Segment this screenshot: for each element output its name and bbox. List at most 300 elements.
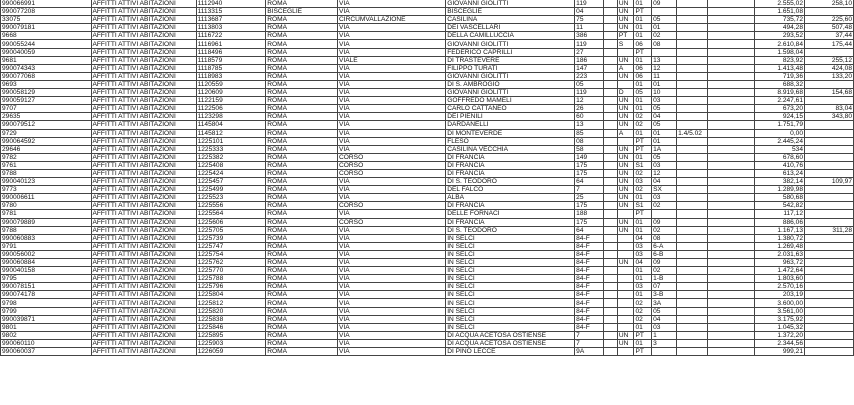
cell-unit: 03 [652, 161, 677, 169]
cell-charges-amount: 175,44 [805, 40, 854, 48]
table-row [1, 331, 854, 339]
cell-street-name: DARDANELLI [446, 121, 575, 129]
cell-contract-id: 1122159 [196, 97, 266, 105]
cell-street-type: VIA [338, 72, 446, 80]
cell-note [677, 234, 708, 242]
cell-floor: PT [634, 137, 652, 145]
cell-floor: 02 [634, 299, 652, 307]
cell-street-number: 9A [575, 348, 604, 356]
cell-unit-type: UN [617, 202, 634, 210]
cell-floor: 02 [634, 307, 652, 315]
cell-street-name: IN SELCI [446, 291, 575, 299]
cell-category: AFFITTI ATTIVI ABITAZIONI [91, 89, 196, 97]
cell-property-code: 9798 [1, 299, 92, 307]
cell-street-type: CORSO [338, 169, 446, 177]
cell-city: ROMA [266, 32, 338, 40]
cell-city: ROMA [266, 129, 338, 137]
cell-rent-amount: 1.651,08 [755, 8, 805, 16]
cell-street-number: 64 [575, 226, 604, 234]
cell-contract-id: 1225754 [196, 250, 266, 258]
cell-floor: 03 [634, 178, 652, 186]
cell-extra [708, 121, 755, 129]
cell-rent-amount: 719,36 [755, 72, 805, 80]
cell-suffix [604, 348, 618, 356]
cell-charges-amount [805, 161, 854, 169]
cell-extra [708, 16, 755, 24]
cell-charges-amount: 154,68 [805, 89, 854, 97]
cell-property-code: 9707 [1, 105, 92, 113]
cell-street-type: VIA [338, 315, 446, 323]
cell-category: AFFITTI ATTIVI ABITAZIONI [91, 218, 196, 226]
cell-floor: 06 [634, 72, 652, 80]
cell-unit-type: UN [617, 259, 634, 267]
table-row [1, 283, 854, 291]
cell-contract-id: 1225606 [196, 218, 266, 226]
cell-property-code: 990055244 [1, 40, 92, 48]
cell-charges-amount [805, 299, 854, 307]
cell-extra [708, 72, 755, 80]
cell-unit-type [617, 299, 634, 307]
cell-rent-amount: 688,32 [755, 80, 805, 88]
cell-extra [708, 291, 755, 299]
cell-suffix [604, 315, 618, 323]
cell-charges-amount [805, 291, 854, 299]
cell-note [677, 348, 708, 356]
cell-charges-amount: 343,80 [805, 113, 854, 121]
cell-charges-amount [805, 339, 854, 347]
cell-street-number: 84-F [575, 234, 604, 242]
cell-category: AFFITTI ATTIVI ABITAZIONI [91, 250, 196, 258]
cell-contract-id: 1225101 [196, 137, 266, 145]
cell-extra [708, 97, 755, 105]
cell-unit: 05 [652, 16, 677, 24]
cell-rent-amount: 2.247,61 [755, 97, 805, 105]
cell-contract-id: 1118496 [196, 48, 266, 56]
cell-category: AFFITTI ATTIVI ABITAZIONI [91, 226, 196, 234]
cell-unit-type: UN [617, 169, 634, 177]
cell-street-type: VIA [338, 339, 446, 347]
cell-category: AFFITTI ATTIVI ABITAZIONI [91, 323, 196, 331]
cell-rent-amount: 1.803,60 [755, 275, 805, 283]
cell-extra [708, 64, 755, 72]
cell-extra [708, 153, 755, 161]
cell-unit: 02 [652, 202, 677, 210]
cell-property-code: 9782 [1, 153, 92, 161]
cell-note [677, 121, 708, 129]
cell-category: AFFITTI ATTIVI ABITAZIONI [91, 234, 196, 242]
cell-property-code: 9773 [1, 186, 92, 194]
cell-rent-amount: 1.413,48 [755, 64, 805, 72]
cell-extra [708, 283, 755, 291]
cell-unit-type [617, 323, 634, 331]
cell-contract-id: 1116722 [196, 32, 266, 40]
cell-street-type: VIA [338, 113, 446, 121]
cell-city: ROMA [266, 105, 338, 113]
cell-suffix [604, 291, 618, 299]
cell-street-type: VIA [338, 283, 446, 291]
cell-property-code: 9693 [1, 80, 92, 88]
cell-contract-id: 1120559 [196, 80, 266, 88]
cell-charges-amount: 109,97 [805, 178, 854, 186]
cell-charges-amount [805, 8, 854, 16]
cell-city: ROMA [266, 323, 338, 331]
cell-unit-type [617, 315, 634, 323]
cell-suffix [604, 105, 618, 113]
cell-note [677, 137, 708, 145]
cell-floor: 01 [634, 267, 652, 275]
cell-category: AFFITTI ATTIVI ABITAZIONI [91, 40, 196, 48]
cell-charges-amount [805, 234, 854, 242]
cell-suffix [604, 210, 618, 218]
cell-unit-type [617, 348, 634, 356]
cell-extra [708, 307, 755, 315]
cell-street-type: VIA [338, 259, 446, 267]
cell-property-code: 9795 [1, 275, 92, 283]
cell-category: AFFITTI ATTIVI ABITAZIONI [91, 291, 196, 299]
cell-extra [708, 234, 755, 242]
cell-unit-type: S [617, 40, 634, 48]
cell-extra [708, 0, 755, 8]
cell-property-code: 990077208 [1, 8, 92, 16]
cell-unit: 1 [652, 331, 677, 339]
cell-charges-amount [805, 250, 854, 258]
cell-street-type: VIA [338, 64, 446, 72]
cell-city: ROMA [266, 113, 338, 121]
cell-category: AFFITTI ATTIVI ABITAZIONI [91, 331, 196, 339]
cell-street-number: 188 [575, 210, 604, 218]
cell-property-code: 990040059 [1, 48, 92, 56]
cell-floor: 06 [634, 64, 652, 72]
cell-extra [708, 331, 755, 339]
cell-property-code: 990039871 [1, 315, 92, 323]
cell-unit [652, 348, 677, 356]
cell-street-number: 27 [575, 48, 604, 56]
cell-street-type: VIA [338, 105, 446, 113]
cell-property-code: 9668 [1, 32, 92, 40]
cell-street-type: VIA [338, 275, 446, 283]
cell-rent-amount: 823,92 [755, 56, 805, 64]
cell-rent-amount: 1.598,04 [755, 48, 805, 56]
cell-rent-amount: 8.919,68 [755, 89, 805, 97]
table-row [1, 121, 854, 129]
cell-category: AFFITTI ATTIVI ABITAZIONI [91, 113, 196, 121]
cell-charges-amount [805, 267, 854, 275]
cell-city: ROMA [266, 299, 338, 307]
cell-extra [708, 275, 755, 283]
cell-street-name: DI FRANCIA [446, 202, 575, 210]
cell-city: ROMA [266, 121, 338, 129]
cell-city: ROMA [266, 283, 338, 291]
cell-unit: 6-A [652, 242, 677, 250]
cell-street-number: 12 [575, 97, 604, 105]
cell-street-name: DI S. AMBROGIO [446, 80, 575, 88]
cell-charges-amount [805, 129, 854, 137]
cell-note [677, 72, 708, 80]
cell-contract-id: 1225820 [196, 307, 266, 315]
cell-note [677, 331, 708, 339]
cell-note [677, 8, 708, 16]
cell-floor: 01 [634, 32, 652, 40]
cell-city: ROMA [266, 275, 338, 283]
cell-extra [708, 113, 755, 121]
cell-suffix [604, 32, 618, 40]
cell-street-number: 84-F [575, 291, 604, 299]
cell-note [677, 315, 708, 323]
cell-charges-amount [805, 169, 854, 177]
cell-suffix [604, 56, 618, 64]
cell-suffix [604, 80, 618, 88]
cell-property-code: 9780 [1, 202, 92, 210]
cell-suffix [604, 339, 618, 347]
cell-charges-amount [805, 331, 854, 339]
cell-charges-amount: 311,28 [805, 226, 854, 234]
cell-floor: S1 [634, 202, 652, 210]
cell-category: AFFITTI ATTIVI ABITAZIONI [91, 186, 196, 194]
cell-street-name: GIOVANNI GIOLITTI [446, 72, 575, 80]
cell-suffix [604, 161, 618, 169]
table-row [1, 194, 854, 202]
cell-street-name: IN SELCI [446, 267, 575, 275]
cell-contract-id: 1113315 [196, 8, 266, 16]
cell-floor: PT [634, 48, 652, 56]
cell-floor: 02 [634, 121, 652, 129]
cell-unit: 02 [652, 32, 677, 40]
cell-extra [708, 105, 755, 113]
table-row [1, 64, 854, 72]
cell-charges-amount [805, 137, 854, 145]
cell-street-type: VIA [338, 145, 446, 153]
cell-charges-amount [805, 323, 854, 331]
cell-floor: 01 [634, 97, 652, 105]
cell-contract-id: 1225564 [196, 210, 266, 218]
cell-suffix [604, 242, 618, 250]
cell-property-code: 990060110 [1, 339, 92, 347]
cell-rent-amount: 3.561,00 [755, 307, 805, 315]
cell-street-type: VIA [338, 267, 446, 275]
cell-extra [708, 48, 755, 56]
cell-suffix [604, 64, 618, 72]
cell-street-name: DI FRANCIA [446, 153, 575, 161]
cell-extra [708, 129, 755, 137]
cell-contract-id: 1113803 [196, 24, 266, 32]
cell-unit-type: UN [617, 97, 634, 105]
cell-suffix [604, 72, 618, 80]
table-row [1, 339, 854, 347]
cell-contract-id: 1118579 [196, 56, 266, 64]
cell-unit-type: A [617, 129, 634, 137]
cell-extra [708, 89, 755, 97]
cell-street-type: VIA [338, 0, 446, 8]
cell-contract-id: 1225747 [196, 242, 266, 250]
cell-street-name: IN SELCI [446, 275, 575, 283]
cell-street-type: VIA [338, 226, 446, 234]
cell-street-name: CASILINA VECCHIA [446, 145, 575, 153]
cell-property-code: 33075 [1, 16, 92, 24]
cell-street-type: VIA [338, 97, 446, 105]
cell-unit: 3-B [652, 291, 677, 299]
cell-street-name: IN SELCI [446, 283, 575, 291]
cell-street-type: VIA [338, 194, 446, 202]
cell-street-number: 25 [575, 194, 604, 202]
cell-street-type: VIA [338, 186, 446, 194]
cell-unit-type: UN [617, 0, 634, 8]
cell-street-name: GOFFREDO MAMELI [446, 97, 575, 105]
cell-rent-amount: 1.269,48 [755, 242, 805, 250]
cell-extra [708, 32, 755, 40]
cell-extra [708, 80, 755, 88]
cell-note [677, 64, 708, 72]
table-row [1, 242, 854, 250]
cell-contract-id: 1225424 [196, 169, 266, 177]
cell-floor: 01 [634, 80, 652, 88]
cell-unit: 01 [652, 137, 677, 145]
cell-charges-amount [805, 307, 854, 315]
cell-unit: 12 [652, 64, 677, 72]
cell-street-type: CIRCUMVALLAZIONE [338, 16, 446, 24]
cell-contract-id: 1118785 [196, 64, 266, 72]
cell-floor: 01 [634, 0, 652, 8]
cell-street-type: VIA [338, 299, 446, 307]
cell-extra [708, 24, 755, 32]
cell-unit [652, 48, 677, 56]
cell-suffix [604, 299, 618, 307]
cell-property-code: 990060037 [1, 348, 92, 356]
cell-category: AFFITTI ATTIVI ABITAZIONI [91, 137, 196, 145]
cell-street-type: VIA [338, 80, 446, 88]
cell-unit-type: UN [617, 16, 634, 24]
cell-unit-type: UN [617, 8, 634, 16]
cell-floor: 02 [634, 113, 652, 121]
cell-unit-type: UN [617, 72, 634, 80]
cell-street-number: 7 [575, 339, 604, 347]
cell-street-name: DEI PIENILI [446, 113, 575, 121]
cell-rent-amount: 999,21 [755, 348, 805, 356]
cell-street-number: 75 [575, 16, 604, 24]
cell-contract-id: 1225499 [196, 186, 266, 194]
cell-street-type: VIA [338, 331, 446, 339]
cell-floor: 03 [634, 250, 652, 258]
cell-street-number: 7 [575, 331, 604, 339]
table-row [1, 80, 854, 88]
cell-property-code: 990060883 [1, 234, 92, 242]
cell-property-code: 9729 [1, 129, 92, 137]
cell-street-name: IN SELCI [446, 315, 575, 323]
cell-street-number: 11 [575, 24, 604, 32]
cell-unit-type: UN [617, 121, 634, 129]
cell-street-name: FEDERICO CAPRILLI [446, 48, 575, 56]
cell-street-name: FILIPPO TURATI [446, 64, 575, 72]
cell-unit-type: UN [617, 178, 634, 186]
cell-note [677, 226, 708, 234]
cell-city: ROMA [266, 169, 338, 177]
cell-contract-id: 1145804 [196, 121, 266, 129]
cell-note [677, 48, 708, 56]
cell-property-code: 9681 [1, 56, 92, 64]
cell-street-type: VIA [338, 32, 446, 40]
table-row [1, 291, 854, 299]
cell-unit: 01 [652, 24, 677, 32]
cell-contract-id: 1226059 [196, 348, 266, 356]
cell-suffix [604, 24, 618, 32]
cell-charges-amount: 225,60 [805, 16, 854, 24]
cell-unit: 04 [652, 178, 677, 186]
cell-suffix [604, 218, 618, 226]
cell-note [677, 202, 708, 210]
cell-charges-amount [805, 186, 854, 194]
cell-floor: 01 [634, 105, 652, 113]
cell-rent-amount: 2.610,84 [755, 40, 805, 48]
cell-street-number: 175 [575, 169, 604, 177]
cell-note [677, 299, 708, 307]
cell-contract-id: 1225408 [196, 161, 266, 169]
cell-rent-amount: 1.472,64 [755, 267, 805, 275]
cell-street-name: FLESO [446, 137, 575, 145]
cell-city: ROMA [266, 153, 338, 161]
cell-floor: 01 [634, 24, 652, 32]
cell-rent-amount: 1.045,32 [755, 323, 805, 331]
cell-street-type: VIA [338, 89, 446, 97]
cell-city: ROMA [266, 242, 338, 250]
cell-contract-id: 1112940 [196, 0, 266, 8]
cell-extra [708, 169, 755, 177]
cell-city: ROMA [266, 226, 338, 234]
cell-rent-amount: 886,06 [755, 218, 805, 226]
cell-charges-amount: 133,20 [805, 72, 854, 80]
cell-street-name: IN SELCI [446, 323, 575, 331]
cell-category: AFFITTI ATTIVI ABITAZIONI [91, 267, 196, 275]
cell-note [677, 242, 708, 250]
cell-unit-type: UN [617, 24, 634, 32]
cell-contract-id: 1225796 [196, 283, 266, 291]
cell-unit-type [617, 291, 634, 299]
cell-property-code: 990078151 [1, 283, 92, 291]
cell-city: ROMA [266, 202, 338, 210]
cell-unit-type: PT [617, 32, 634, 40]
cell-floor: 01 [634, 16, 652, 24]
cell-street-number: 147 [575, 64, 604, 72]
cell-floor: 06 [634, 40, 652, 48]
cell-city: ROMA [266, 56, 338, 64]
cell-street-name: DI S. TEODORO [446, 226, 575, 234]
cell-street-number: 04 [575, 8, 604, 16]
cell-extra [708, 210, 755, 218]
table-row [1, 48, 854, 56]
cell-street-name: DI ACQUA ACETOSA OSTIENSE [446, 331, 575, 339]
cell-street-number: 05 [575, 80, 604, 88]
cell-property-code: 9791 [1, 242, 92, 250]
cell-unit-type: UN [617, 331, 634, 339]
cell-category: AFFITTI ATTIVI ABITAZIONI [91, 145, 196, 153]
cell-suffix [604, 194, 618, 202]
cell-rent-amount: 1.372,20 [755, 331, 805, 339]
cell-street-type: VIA [338, 48, 446, 56]
cell-category: AFFITTI ATTIVI ABITAZIONI [91, 169, 196, 177]
cell-street-name: DI TRASTEVERE [446, 56, 575, 64]
cell-rent-amount: 924,15 [755, 113, 805, 121]
cell-city: ROMA [266, 291, 338, 299]
cell-note [677, 323, 708, 331]
table-row [1, 259, 854, 267]
cell-unit-type [617, 283, 634, 291]
cell-city: ROMA [266, 315, 338, 323]
cell-unit [652, 210, 677, 218]
cell-extra [708, 8, 755, 16]
cell-street-type: VIALE [338, 56, 446, 64]
cell-property-code: 9802 [1, 331, 92, 339]
cell-note [677, 339, 708, 347]
table-row [1, 315, 854, 323]
cell-extra [708, 194, 755, 202]
